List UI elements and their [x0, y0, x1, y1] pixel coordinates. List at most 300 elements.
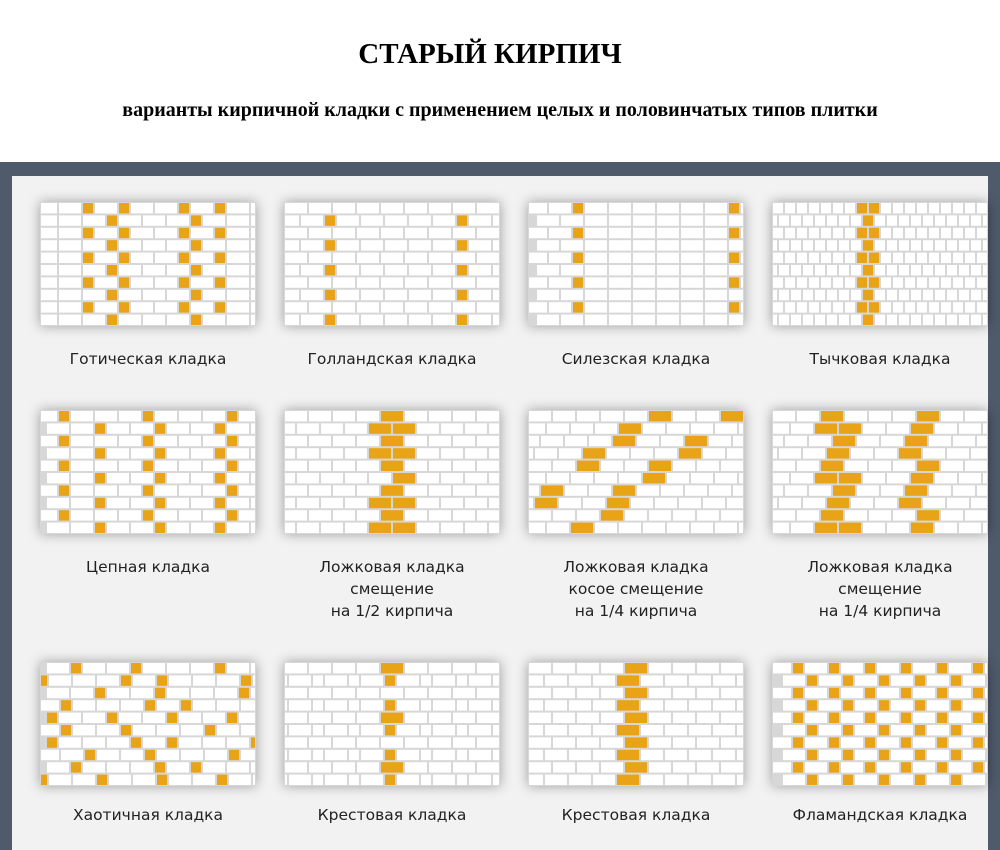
accent-brick [937, 713, 947, 723]
brick [357, 510, 379, 520]
caption-line: Ложковая кладка [563, 558, 709, 576]
brick [729, 290, 743, 300]
brick [489, 523, 499, 533]
brick [855, 675, 877, 685]
accent-brick [863, 265, 873, 275]
caption-line: Ложковая кладка [807, 558, 953, 576]
brick [477, 737, 499, 747]
brick [119, 461, 141, 471]
brick [59, 203, 81, 213]
brick [947, 240, 957, 250]
accent-brick [381, 485, 403, 495]
brick [809, 203, 819, 213]
brick [577, 737, 599, 747]
brick [285, 411, 307, 421]
brick [489, 473, 499, 483]
brick [841, 737, 863, 747]
accent-brick [973, 688, 983, 698]
accent-brick [843, 700, 853, 710]
brick [239, 411, 255, 421]
brick [227, 498, 249, 508]
brick [913, 688, 935, 698]
brick [773, 663, 791, 673]
brick [239, 461, 255, 471]
accent-brick [145, 700, 155, 710]
brick [227, 737, 249, 747]
brick [453, 663, 475, 673]
brick [985, 663, 987, 673]
brick [285, 315, 299, 325]
brick [119, 240, 141, 250]
brick [927, 750, 949, 760]
brick [947, 215, 957, 225]
brick [529, 448, 533, 458]
accent-brick [729, 253, 739, 263]
brick [809, 228, 819, 238]
brick [309, 436, 331, 446]
accent-brick [879, 725, 889, 735]
brick [203, 411, 225, 421]
brick [773, 215, 777, 225]
brick [649, 688, 671, 698]
brick [697, 663, 719, 673]
brick [73, 675, 95, 685]
brick [569, 725, 591, 735]
accent-brick [227, 461, 237, 471]
brick [821, 302, 831, 312]
brick [297, 423, 319, 433]
brick [337, 240, 359, 250]
accent-brick [95, 423, 105, 433]
brick [845, 461, 867, 471]
brick [83, 663, 105, 673]
brick [673, 713, 695, 723]
brick [729, 215, 743, 225]
brick [881, 203, 891, 213]
brick [489, 423, 499, 433]
brick [729, 240, 743, 250]
brick [593, 725, 615, 735]
brick [95, 411, 117, 421]
brick [797, 461, 819, 471]
brick [301, 290, 323, 300]
brick [71, 411, 93, 421]
brick [633, 228, 655, 238]
brick [71, 510, 93, 520]
brick [167, 523, 189, 533]
accent-brick [217, 775, 227, 785]
brick [357, 485, 379, 495]
brick [893, 510, 915, 520]
brick [571, 473, 593, 483]
brick [41, 750, 59, 760]
brick [911, 315, 921, 325]
accent-brick [205, 725, 215, 735]
brick [947, 290, 957, 300]
brick [673, 663, 695, 673]
brick [839, 265, 849, 275]
brick [381, 277, 403, 287]
brick [95, 253, 117, 263]
brick [529, 423, 545, 433]
accent-brick [227, 510, 237, 520]
brick [143, 315, 165, 325]
brick [203, 510, 225, 520]
accent-brick [879, 775, 889, 785]
brick [453, 411, 475, 421]
brick [855, 750, 877, 760]
brick [665, 725, 687, 735]
brick [59, 290, 81, 300]
brick [345, 473, 367, 483]
brick [325, 750, 347, 760]
brick [529, 663, 551, 673]
brick [143, 290, 165, 300]
brick [251, 473, 255, 483]
pattern-caption [508, 348, 764, 370]
brick [797, 203, 807, 213]
brick [815, 315, 825, 325]
brick [773, 510, 795, 520]
brick [251, 498, 255, 508]
brick [155, 277, 177, 287]
pattern-grid [12, 176, 988, 850]
brick-pattern-svg [30, 402, 266, 552]
brick [285, 290, 299, 300]
brick [779, 498, 801, 508]
accent-brick [457, 290, 467, 300]
brick [797, 411, 819, 421]
brick [227, 253, 249, 263]
accent-brick [911, 423, 933, 433]
accent-brick [121, 675, 131, 685]
brick [385, 240, 407, 250]
accent-brick [191, 240, 201, 250]
brick [737, 700, 743, 710]
accent-brick [573, 302, 583, 312]
accent-brick [573, 203, 583, 213]
brick [321, 423, 343, 433]
brick [529, 700, 543, 710]
accent-brick [571, 523, 593, 533]
brick [541, 436, 563, 446]
accent-brick [901, 713, 911, 723]
brick [285, 228, 307, 238]
brick [337, 265, 359, 275]
brick [493, 675, 499, 685]
pattern-chaotic [30, 654, 266, 804]
brick [741, 253, 743, 263]
brick [649, 663, 671, 673]
accent-brick [915, 775, 925, 785]
brick [803, 215, 813, 225]
brick [549, 277, 571, 287]
brick [191, 688, 213, 698]
brick [983, 473, 987, 483]
accent-brick [729, 302, 739, 312]
brick [477, 510, 499, 520]
brick [285, 713, 307, 723]
accent-brick [617, 700, 639, 710]
brick [773, 485, 783, 495]
brick [381, 253, 403, 263]
brick [227, 240, 249, 250]
brick [465, 448, 487, 458]
brick [545, 700, 567, 710]
accent-brick [119, 253, 129, 263]
accent-brick [625, 713, 647, 723]
brick [421, 700, 431, 710]
brick [953, 253, 963, 263]
brick [713, 725, 735, 735]
brick [405, 762, 427, 772]
accent-brick [821, 461, 843, 471]
brick [441, 523, 463, 533]
brick [911, 290, 921, 300]
brick [971, 448, 987, 458]
caption-line: Фламандская кладка [792, 806, 968, 824]
accent-brick [937, 688, 947, 698]
accent-brick [385, 675, 395, 685]
brick [47, 423, 69, 433]
brick [839, 240, 849, 250]
accent-brick [601, 510, 623, 520]
brick [697, 411, 719, 421]
accent-brick [457, 315, 467, 325]
accent-brick [107, 290, 117, 300]
accent-brick [95, 473, 105, 483]
brick [285, 700, 287, 710]
brick [349, 725, 359, 735]
brick [863, 523, 885, 533]
brick [285, 762, 307, 772]
brick [465, 523, 487, 533]
brick [529, 737, 551, 747]
brick [477, 228, 499, 238]
accent-brick [617, 725, 639, 735]
brick [815, 265, 825, 275]
brick [609, 215, 631, 225]
brick [917, 203, 927, 213]
brick [417, 473, 439, 483]
accent-brick [729, 228, 739, 238]
brick [779, 215, 789, 225]
brick [827, 265, 837, 275]
accent-brick [95, 523, 105, 533]
brick [321, 498, 343, 508]
brick [417, 498, 439, 508]
brick [47, 523, 69, 533]
brick [241, 750, 255, 760]
brick [453, 485, 475, 495]
accent-brick [227, 485, 237, 495]
brick [721, 510, 743, 520]
brick [641, 725, 663, 735]
brick [309, 663, 331, 673]
brick [429, 436, 451, 446]
brick [877, 713, 899, 723]
brick [805, 713, 827, 723]
brick [791, 315, 801, 325]
brick [453, 277, 475, 287]
brick [251, 315, 255, 325]
brick [963, 725, 985, 735]
brick [251, 290, 255, 300]
brick [971, 498, 987, 508]
brick [321, 473, 343, 483]
brick [681, 253, 703, 263]
brick [301, 240, 323, 250]
accent-brick [215, 228, 225, 238]
accent-brick [381, 436, 403, 446]
accent-brick [179, 253, 189, 263]
brick [529, 725, 543, 735]
accent-brick [865, 663, 875, 673]
brick [477, 277, 499, 287]
brick [133, 775, 155, 785]
brick [357, 737, 379, 747]
brick [709, 436, 731, 446]
accent-brick [325, 290, 335, 300]
brick [155, 510, 177, 520]
brick [71, 448, 93, 458]
brick [947, 315, 957, 325]
brick [349, 675, 359, 685]
brick [41, 302, 57, 312]
brick [239, 510, 255, 520]
brick [357, 663, 379, 673]
brick [297, 473, 319, 483]
brick [239, 436, 255, 446]
brick-pattern-svg [762, 402, 998, 552]
brick [251, 253, 255, 263]
brick [41, 725, 59, 735]
brick [469, 290, 491, 300]
accent-brick [191, 265, 201, 275]
brick [529, 473, 545, 483]
accent-brick [573, 228, 583, 238]
brick [643, 423, 665, 433]
brick [229, 775, 251, 785]
brick [965, 461, 987, 471]
brick [733, 485, 743, 495]
accent-brick [807, 775, 817, 785]
brick [609, 302, 631, 312]
brick [619, 473, 641, 483]
brick [911, 240, 921, 250]
brick [143, 663, 165, 673]
brick [733, 436, 743, 446]
brick [583, 498, 605, 508]
brick [361, 215, 383, 225]
brick [309, 762, 331, 772]
pattern-panel [0, 162, 1000, 850]
accent-brick [829, 663, 839, 673]
brick [553, 762, 575, 772]
brick [203, 436, 225, 446]
brick [251, 663, 255, 673]
pattern-quarter [762, 402, 998, 552]
brick [119, 510, 141, 520]
accent-brick [381, 713, 403, 723]
brick [381, 302, 403, 312]
caption-line: на 1/2 кирпича [330, 602, 454, 620]
accent-brick [829, 688, 839, 698]
brick [477, 663, 499, 673]
brick [877, 762, 899, 772]
brick [203, 737, 225, 747]
brick [477, 302, 499, 312]
brick [433, 675, 455, 685]
accent-brick [119, 277, 129, 287]
brick [119, 265, 141, 275]
brick [941, 510, 963, 520]
accent-brick [573, 253, 583, 263]
brick [429, 688, 451, 698]
accent-brick [385, 700, 395, 710]
accent-brick [901, 663, 911, 673]
brick [97, 725, 119, 735]
brick [545, 775, 567, 785]
brick [737, 675, 743, 685]
brick [821, 203, 831, 213]
brick [203, 485, 225, 495]
brick [609, 253, 631, 263]
brick [41, 203, 57, 213]
brick [95, 228, 117, 238]
brick [619, 523, 641, 533]
accent-brick [83, 253, 93, 263]
brick [773, 436, 783, 446]
accent-brick [107, 713, 117, 723]
brick [47, 473, 69, 483]
brick [227, 265, 249, 275]
accent-brick [107, 240, 117, 250]
accent-brick [625, 737, 647, 747]
brick [71, 473, 93, 483]
accent-brick [839, 523, 861, 533]
brick [155, 461, 177, 471]
brick [309, 253, 331, 263]
brick [877, 688, 899, 698]
brick [713, 675, 735, 685]
brick [325, 775, 347, 785]
accent-brick [119, 203, 129, 213]
accent-brick [47, 737, 57, 747]
accent-brick [325, 240, 335, 250]
brick [313, 775, 323, 785]
brick [965, 228, 975, 238]
accent-brick [901, 762, 911, 772]
brick [887, 473, 909, 483]
brick [803, 290, 813, 300]
brick [333, 688, 355, 698]
brick [71, 423, 93, 433]
brick [433, 315, 455, 325]
brick [905, 228, 915, 238]
brick [893, 302, 903, 312]
brick [917, 228, 927, 238]
brick [179, 436, 201, 446]
brick [715, 523, 737, 533]
accent-brick [155, 523, 165, 533]
brick [441, 423, 463, 433]
brick [179, 485, 201, 495]
brick [665, 675, 687, 685]
brick [561, 315, 583, 325]
pattern-half [274, 402, 510, 552]
accent-brick [155, 448, 165, 458]
